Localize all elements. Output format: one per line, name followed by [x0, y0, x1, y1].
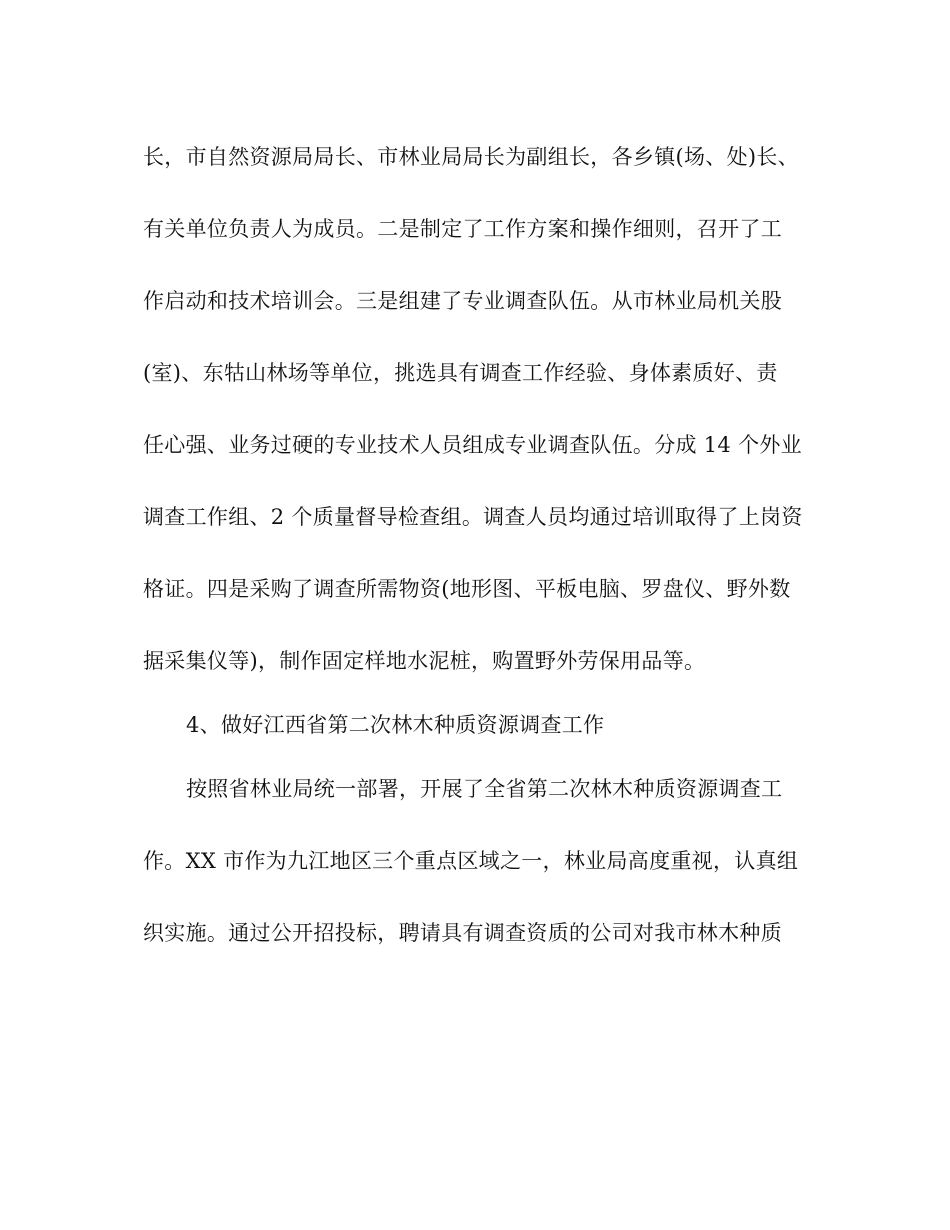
- paragraph-line: 按照省林业局统一部署，开展了全省第二次林木种质资源调查工: [186, 777, 783, 801]
- paragraph-line: 作。XX 市作为九江地区三个重点区域之一，林业局高度重视，认真组: [143, 849, 799, 873]
- paragraph-line: 任心强、业务过硬的专业技术人员组成专业调查队伍。分成 14 个外业: [143, 433, 802, 457]
- paragraph-line: 调查工作组、2 个质量督导检查组。调查人员均通过培训取得了上岗资: [143, 505, 803, 529]
- paragraph-line: 织实施。通过公开招投标，聘请具有调查资质的公司对我市林木种质: [143, 921, 782, 945]
- paragraph-line: 格证。四是采购了调查所需物资(地形图、平板电脑、罗盘仪、野外数: [143, 577, 791, 601]
- paragraph-line: 长，市自然资源局局长、市林业局局长为副组长，各乡镇(场、处)长、: [143, 145, 799, 169]
- paragraph-line: 作启动和技术培训会。三是组建了专业调查队伍。从市林业局机关股: [143, 289, 782, 313]
- section-heading: 4、做好江西省第二次林木种质资源调查工作: [186, 713, 605, 737]
- paragraph-line: 据采集仪等)，制作固定样地水泥桩，购置野外劳保用品等。: [143, 649, 706, 673]
- paragraph-line: 有关单位负责人为成员。二是制定了工作方案和操作细则，召开了工: [143, 217, 782, 241]
- paragraph-line: (室)、东牯山林场等单位，挑选具有调查工作经验、身体素质好、责: [143, 361, 778, 385]
